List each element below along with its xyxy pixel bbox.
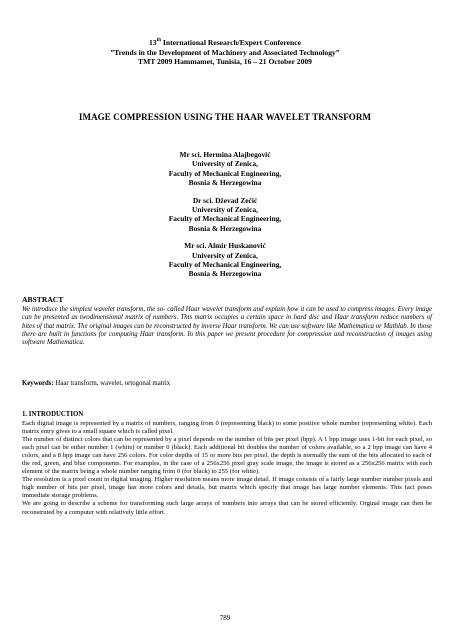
- keywords-label: Keywords:: [22, 380, 54, 387]
- keywords-line: [22, 380, 432, 387]
- author-university: University of Zenica,: [192, 159, 258, 169]
- introduction-paragraph-4: We are going to describe a scheme for transforming such large arrays of numbers into arrays that can be stored efficiently. Orginal image can then be reconstruted by a computer with relatively little effort.: [22, 500, 432, 516]
- introduction-body: [22, 420, 432, 517]
- abstract-text: We introduce the simplest wavelet transform, the so- called Haar wavelet transform and explain how it can be used to compress images. Every image can be presented as twodimensional matrix of numbers. This matrix occupies a certain space in hard disc and Haar transform reduce numbers of bites of that matrix. The original images can be reconstructed by inverse Haar transform. We can use software like Mathematica or Mathlab. In those there are built in functions for computing Haar transform. In this paper we present procedure for compression and reconstruction of images using software Mathematica.: [22, 306, 432, 347]
- author-block-2: [0, 196, 450, 233]
- author-faculty: Faculty of Mechanical Engineering,: [168, 214, 282, 224]
- paper-title: IMAGE COMPRESSION USING THE HAAR WAVELET TRANSFORM: [78, 112, 372, 122]
- author-faculty: Faculty of Mechanical Engineering,: [168, 168, 282, 178]
- author-faculty: Faculty of Mechanical Engineering,: [168, 259, 282, 269]
- author-name: Dr sci. Dževad Zečić: [192, 195, 258, 205]
- author-university: University of Zenica,: [192, 250, 258, 260]
- author-block-1: [0, 150, 450, 187]
- introduction-paragraph-1: Each digital image is represented by a matrix of numbers, ranging from 0 (representing black) to some positive whole number (representing white). Each matrix entry gives to a small square which is called pixel.: [22, 420, 432, 436]
- author-block-3: [0, 241, 450, 278]
- introduction-heading: 1. INTRODUCTION: [22, 411, 84, 418]
- conference-number-suffix: th: [156, 38, 162, 43]
- conference-header: [0, 38, 450, 67]
- author-country: Bosnia & Herzegowina: [188, 177, 262, 187]
- conference-line-3: TMT 2009 Hammamet, Tunisia, 16 – 21 October 2009: [138, 57, 312, 67]
- conference-line-1: [0, 38, 450, 48]
- conference-name: International Research/Expert Conference: [161, 38, 302, 47]
- author-country: Bosnia & Herzegowina: [188, 223, 262, 233]
- conference-number: 13: [148, 38, 157, 47]
- author-name: Mr sci. Almir Huskanović: [184, 241, 266, 251]
- author-university: University of Zenica,: [192, 204, 258, 214]
- introduction-paragraph-3: The resolution is a pixel count in digital imaging. Higher resolution means more image detail. If image consists of a fairly large number number pixels and high number of bits per pixel, image has more colors and details, but matrix which specify that image has large number elements. This fact poses immediate storage problems.: [22, 476, 432, 500]
- author-country: Bosnia & Herzegowina: [188, 269, 262, 279]
- author-list: [0, 150, 450, 287]
- page-number: 789: [219, 614, 231, 622]
- abstract-heading: ABSTRACT: [22, 295, 64, 304]
- introduction-paragraph-2: The number of distinct colors that can be represented by a pixel depends on the number of bits per pixel (bpp). A 1 bpp image uses 1-bit for each pixel, so each pixel can be either number 1 (white) or number 0 (black). Each additional bit doubles the number of colors available, so a 2 bpp image can have 4 colors, and a 8 bpp image can have 256 colors. For color depths of 15 or more bits per pixel, the depth is normally the sum of the bits allocated to each of the red, green, and blue components. For examples, in the case of a 256x256 pixel gray scale image, the image is stored as a 256x256 matrix with each element of the matrix being a whole number ranging from 0 (for black) to 255 (for white).: [22, 436, 432, 476]
- keywords-text: Haar transform, wavelet, ortogonal matrix: [53, 380, 171, 387]
- conference-line-2: ”Trends in the Development of Machinery and Associated Technology”: [110, 47, 340, 57]
- author-name: Mr sci. Hermina Alajbegović: [179, 150, 271, 159]
